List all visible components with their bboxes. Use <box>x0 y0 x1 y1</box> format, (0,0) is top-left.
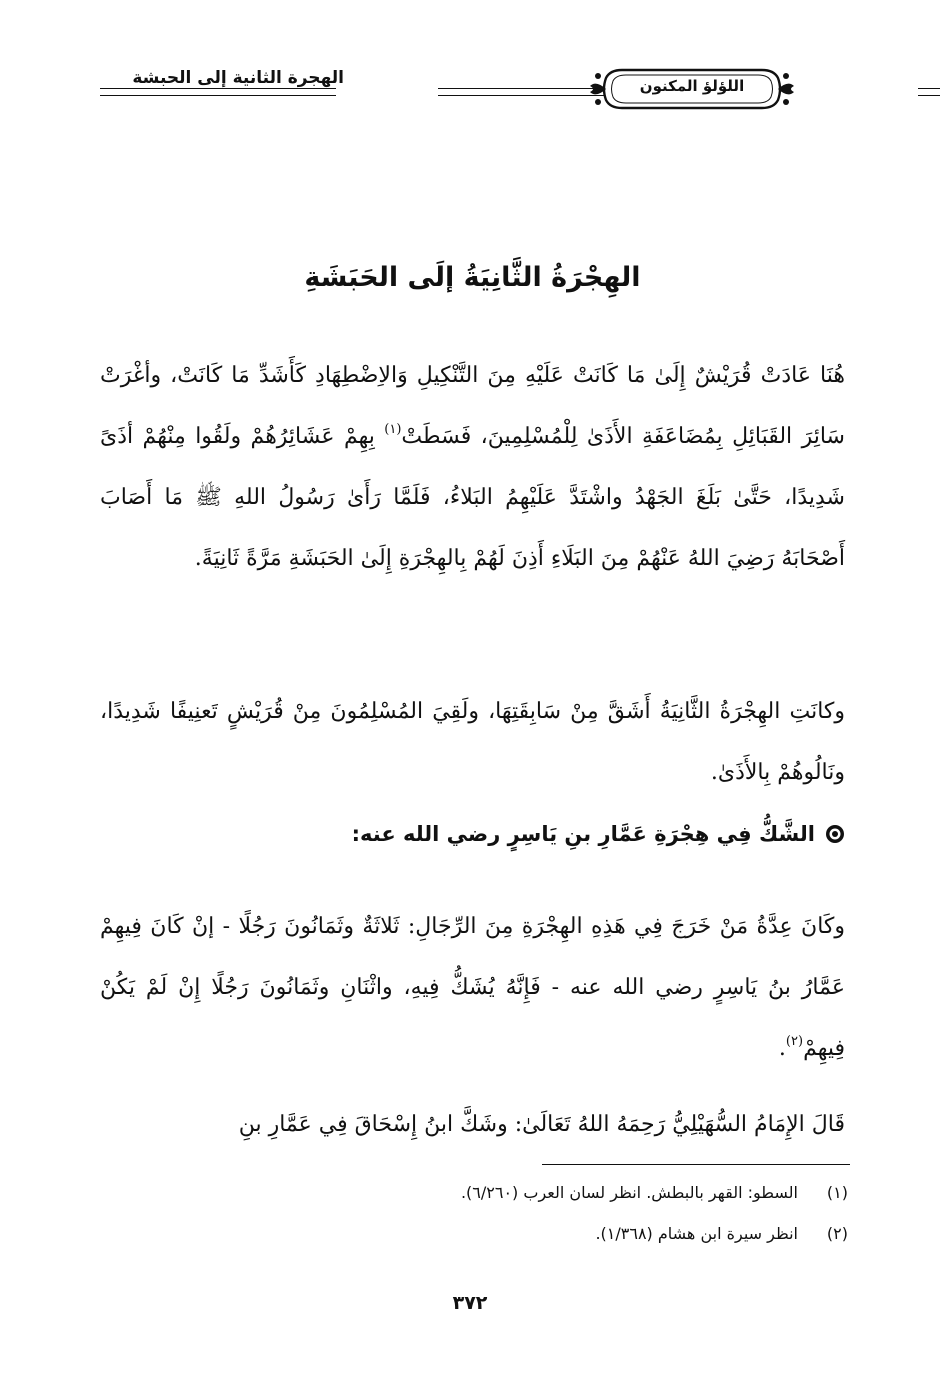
footnote-marker: (٢) <box>826 1224 848 1243</box>
book-title: اللؤلؤ المكنون <box>639 77 745 95</box>
footnote-separator <box>542 1164 850 1165</box>
paragraph-text: بِهِمْ عَشَائِرُهُمْ ولَقُوا مِنْهُمْ أذَىً شَدِيدًا، حَتَّىٰ بَلَغَ الجَهْدُ واشْتَدَّ عَلَيْهِمُ البَلاءُ، فَلَمَّا رَأَىٰ رَسُولُ اللهِ ﷺ مَا أَصَابَ أَصْحَابَهُ رَضِيَ اللهُ عَنْهُمْ مِنَ البَلَاءِ أَذِنَ لَهُمْ بِالهِجْرَةِ إِلَىٰ الحَبَشَةِ مَرَّةً ثَانِيَةً. <box>100 424 845 571</box>
footnote-marker: (١) <box>826 1183 848 1202</box>
page-number: ٣٧٢ <box>452 1292 488 1314</box>
paragraph: قَالَ الإِمَامُ السُّهَيْلِيُّ رَحِمَهُ اللهُ تَعَالَىٰ: وشَكَّ ابنُ إِسْحَاقَ فِي عَمَّارِ بنِ <box>238 1112 845 1137</box>
footnote <box>100 1224 848 1243</box>
header-rule <box>918 88 940 96</box>
chapter-title: الهِجْرَةُ الثَّانِيَةُ إلَى الحَبَشَةِ <box>304 262 641 293</box>
paragraph-text: هُنَا عَادَتْ قُرَيْشٌ إِلَىٰ مَا كَانَتْ عَلَيْهِ مِنَ التَّنْكِيلِ وَالاِضْطِهَادِ كَأَشَدِّ مَا كَانَتْ، وأغْرَتْ سَائِرَ القَبَائِلِ بِمُضَاعَفَةِ الأَذَىٰ لِلْمُسْلِمِينَ، فَسَطَتْ <box>100 363 845 449</box>
section-subheading <box>100 822 845 849</box>
paragraph: وكانَتِ الهِجْرَةُ الثَّانِيَةُ أَشَقَّ مِنْ سَابِقَتِهَا، ولَقِيَ المُسْلِمُونَ مِنْ قُرَيْشٍ تَعنِيفًا شَدِيدًا، ونَالُوهُمْ بِالأَذَىٰ. <box>100 699 845 785</box>
running-header <box>100 66 845 122</box>
running-chapter-title: الهجرة الثانية إلى الحبشة <box>100 68 344 88</box>
footnote-text: انظر سيرة ابن هشام (١/٣٦٨). <box>595 1224 798 1243</box>
footnote-reference[interactable]: (١) <box>384 422 402 437</box>
header-rule <box>100 88 336 96</box>
paragraph <box>100 345 845 589</box>
subheading-text: الشَّكُّ فِي هِجْرَةِ عَمَّارِ بنِ يَاسِرٍ رضي الله عنه: <box>351 822 815 846</box>
footnote-text: السطو: القهر بالبطش. انظر لسان العرب (٦/٢٦٠). <box>460 1183 798 1202</box>
book-title-ornament <box>588 64 796 114</box>
footnote-reference[interactable]: (٢) <box>785 1034 804 1049</box>
paragraph-text: . <box>778 1036 786 1061</box>
paragraph-text: وكَانَ عِدَّةُ مَنْ خَرَجَ فِي هَذِهِ الهِجْرَةِ مِنَ الرِّجَالِ: ثَلاثَةٌ وثَمَانُونَ رَجُلًا - إنْ كَانَ فِيهِمْ عَمَّارُ بنُ يَاسِرٍ رضي الله عنه - فَإِنَّهُ يُشَكُّ فِيهِ، واثْنَانِ وثَمَانُونَ رَجُلًا إِنْ لَمْ يَكُنْ فِيهِمْ <box>100 914 845 1061</box>
flower-bullet-icon <box>825 824 845 849</box>
footnote <box>100 1183 848 1202</box>
paragraph <box>100 896 845 1079</box>
